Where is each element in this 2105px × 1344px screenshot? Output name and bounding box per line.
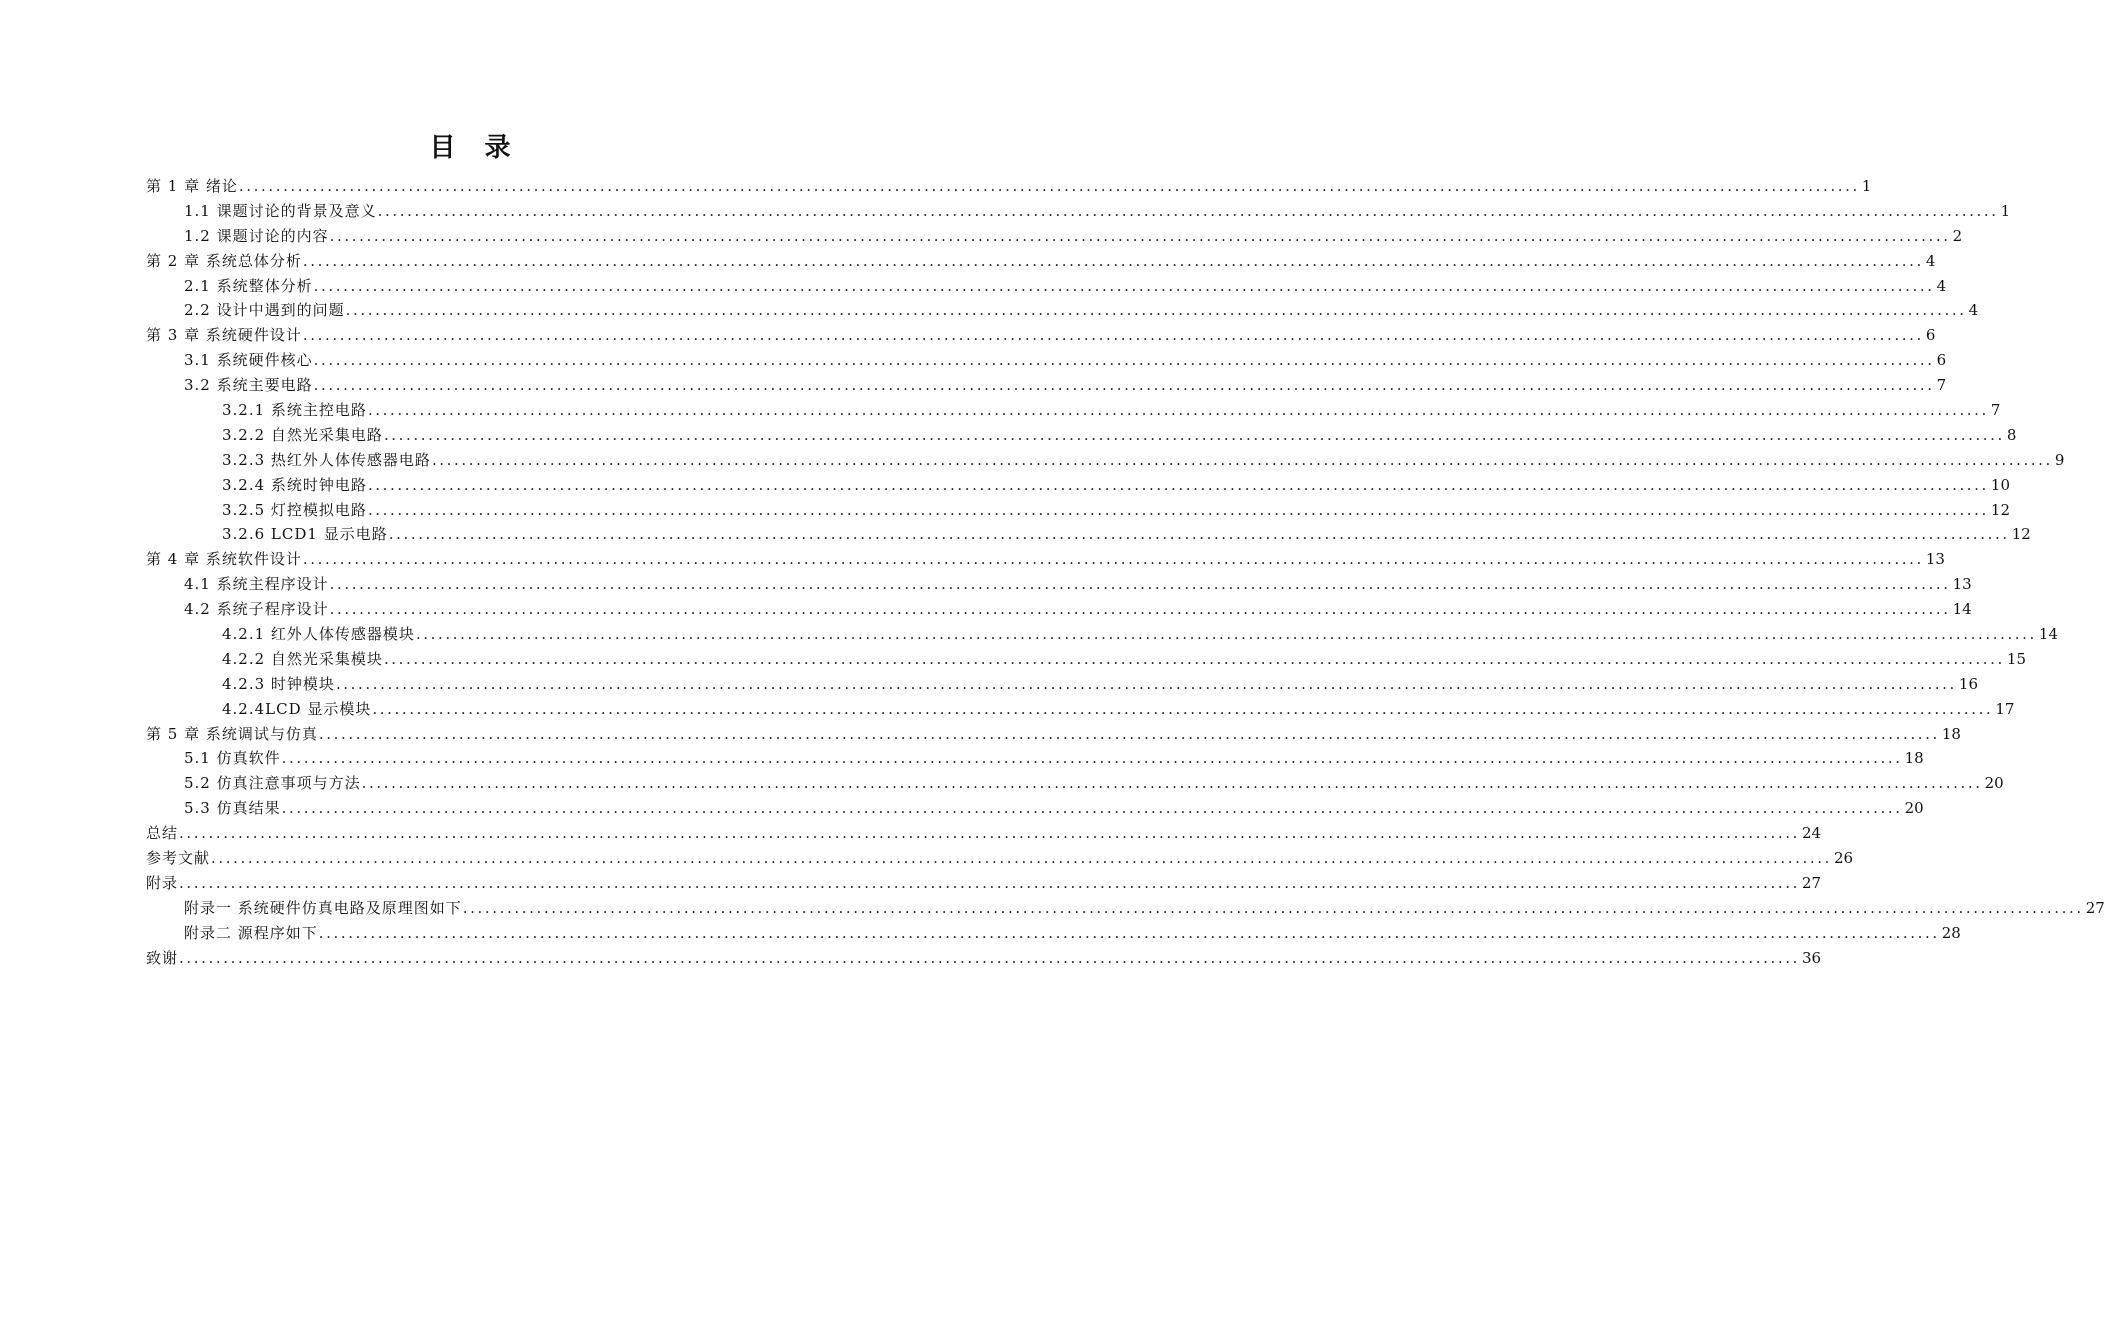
toc-entry-title: 第 1 章 绪论 — [146, 177, 238, 195]
dot-leader: ............................................................................................................................................................................................................................ — [318, 923, 1940, 942]
toc-entry-page-number: 24 — [1802, 824, 1822, 843]
table-of-contents — [146, 174, 2105, 971]
toc-entry-page-number: 27 — [1802, 873, 1822, 892]
dot-leader: ............................................................................................................................................................................................................................ — [179, 824, 1800, 843]
dot-leader: ............................................................................................................................................................................................................................ — [313, 276, 1935, 295]
toc-entry-title: 第 4 章 系统软件设计 — [146, 550, 302, 569]
dot-leader: ............................................................................................................................................................................................................................ — [211, 849, 1832, 868]
toc-entry[interactable] — [146, 597, 1972, 622]
toc-entry-title: 4.2.4LCD 显示模块 — [222, 699, 372, 718]
toc-entry-title: 致谢 — [146, 948, 179, 967]
toc-entry[interactable] — [146, 298, 1979, 323]
toc-entry-title: 4.1 系统主程序设计 — [184, 575, 329, 594]
toc-entry-page-number: 14 — [1952, 600, 1972, 619]
dot-leader: ............................................................................................................................................................................................................................ — [372, 699, 1994, 718]
toc-entry-title: 5.3 仿真结果 — [184, 799, 281, 818]
toc-entry-page-number: 1 — [1861, 177, 1872, 195]
toc-entry-title: 第 3 章 系统硬件设计 — [146, 326, 302, 345]
toc-entry-page-number: 14 — [2038, 625, 2059, 644]
toc-entry[interactable] — [146, 846, 1854, 871]
toc-entry-page-number: 4 — [1925, 251, 1936, 270]
dot-leader: ............................................................................................................................................................................................................................ — [179, 873, 1800, 892]
dot-leader: ............................................................................................................................................................................................................................ — [383, 649, 2005, 668]
toc-entry-title: 第 5 章 系统调试与仿真 — [146, 724, 318, 743]
toc-entry[interactable] — [146, 522, 2031, 547]
toc-entry-title: 3.2 系统主要电路 — [184, 376, 313, 395]
toc-entry-page-number: 12 — [1990, 500, 2011, 519]
toc-entry-page-number: 10 — [1990, 475, 2011, 494]
toc-entry[interactable] — [146, 622, 2059, 647]
toc-entry-title: 2.2 设计中遇到的问题 — [184, 301, 345, 320]
toc-entry-title: 第 2 章 系统总体分析 — [146, 251, 302, 270]
toc-entry-title: 3.2.4 系统时钟电路 — [222, 475, 367, 494]
dot-leader: ............................................................................................................................................................................................................................ — [329, 226, 1951, 245]
dot-leader: ............................................................................................................................................................................................................................ — [367, 401, 1989, 420]
toc-entry-page-number: 17 — [1995, 699, 2015, 718]
toc-entry-title: 附录 — [146, 873, 179, 892]
dot-leader: ............................................................................................................................................................................................................................ — [281, 799, 1903, 818]
toc-entry-title: 3.2.5 灯控模拟电路 — [222, 500, 367, 519]
dot-leader: ............................................................................................................................................................................................................................ — [281, 749, 1903, 768]
toc-entry-title: 1.1 课题讨论的背景及意义 — [184, 201, 377, 220]
dot-leader: ............................................................................................................................................................................................................................ — [335, 674, 1957, 693]
dot-leader: ............................................................................................................................................................................................................................ — [431, 450, 2053, 469]
toc-entry-title: 3.2.3 热红外人体传感器电路 — [222, 450, 431, 469]
dot-leader: ............................................................................................................................................................................................................................ — [329, 600, 1951, 619]
toc-entry[interactable] — [146, 249, 1936, 274]
dot-leader: ............................................................................................................................................................................................................................ — [462, 898, 2084, 917]
toc-entry[interactable] — [146, 572, 1972, 597]
dot-leader: ............................................................................................................................................................................................................................ — [318, 724, 1940, 743]
dot-leader: ............................................................................................................................................................................................................................ — [367, 500, 1989, 519]
toc-entry-title: 3.2.6 LCD1 显示电路 — [222, 525, 388, 544]
toc-entry-page-number: 28 — [1941, 923, 1961, 942]
toc-entry-page-number: 13 — [1952, 575, 1972, 594]
toc-entry-page-number: 36 — [1802, 948, 1822, 967]
toc-entry-title: 参考文献 — [146, 849, 211, 868]
toc-entry[interactable] — [146, 547, 1945, 572]
toc-entry[interactable] — [146, 746, 1924, 771]
dot-leader: ............................................................................................................................................................................................................................ — [377, 201, 1999, 220]
dot-leader: ............................................................................................................................................................................................................................ — [388, 525, 2010, 544]
toc-entry[interactable] — [146, 871, 1822, 896]
toc-entry-title: 3.2.2 自然光采集电路 — [222, 425, 383, 444]
toc-entry[interactable] — [146, 174, 1872, 199]
toc-entry[interactable] — [146, 896, 2105, 921]
toc-entry-page-number: 1 — [2000, 201, 2011, 220]
toc-entry-page-number: 8 — [2006, 425, 2017, 444]
toc-entry-page-number: 20 — [1904, 799, 1924, 818]
dot-leader: ............................................................................................................................................................................................................................ — [367, 475, 1989, 494]
dot-leader: ............................................................................................................................................................................................................................ — [383, 425, 2005, 444]
toc-entry-page-number: 26 — [1834, 849, 1854, 868]
dot-leader: ............................................................................................................................................................................................................................ — [329, 575, 1951, 594]
toc-title: 目 录 — [429, 133, 521, 163]
toc-entry[interactable] — [146, 771, 2004, 796]
toc-entry[interactable] — [146, 274, 1947, 299]
dot-leader: ............................................................................................................................................................................................................................ — [415, 625, 2037, 644]
toc-entry[interactable] — [146, 796, 1924, 821]
toc-entry[interactable] — [146, 921, 1961, 946]
toc-entry[interactable] — [146, 323, 1936, 348]
toc-entry-page-number: 12 — [2011, 525, 2031, 544]
dot-leader: ............................................................................................................................................................................................................................ — [179, 948, 1800, 967]
toc-entry[interactable] — [146, 821, 1822, 846]
dot-leader: ............................................................................................................................................................................................................................ — [302, 326, 1924, 345]
toc-entry-title: 3.2.1 系统主控电路 — [222, 401, 367, 420]
toc-entry[interactable] — [146, 647, 2027, 672]
toc-entry[interactable] — [146, 423, 2017, 448]
toc-entry[interactable] — [146, 946, 1822, 971]
toc-entry-page-number: 13 — [1925, 550, 1945, 569]
toc-entry-title: 4.2.3 时钟模块 — [222, 674, 335, 693]
toc-entry-page-number: 2 — [1952, 226, 1963, 245]
toc-entry-page-number: 20 — [1984, 774, 2004, 793]
toc-entry-title: 总结 — [146, 824, 179, 843]
toc-entry-page-number: 9 — [2054, 450, 2065, 469]
toc-entry-page-number: 7 — [1990, 401, 2001, 420]
toc-entry[interactable] — [146, 448, 2065, 473]
dot-leader: ............................................................................................................................................................................................................................ — [302, 251, 1924, 270]
toc-entry-title: 1.2 课题讨论的内容 — [184, 226, 329, 245]
toc-entry-title: 4.2.1 红外人体传感器模块 — [222, 625, 415, 644]
toc-entry-page-number: 4 — [1968, 301, 1979, 320]
toc-entry-page-number: 6 — [1925, 326, 1936, 345]
toc-entry[interactable] — [146, 498, 2011, 523]
toc-entry-title: 5.2 仿真注意事项与方法 — [184, 774, 361, 793]
toc-entry-title: 5.1 仿真软件 — [184, 749, 281, 768]
toc-entry[interactable] — [146, 348, 1947, 373]
toc-entry-page-number: 4 — [1936, 276, 1947, 295]
toc-entry[interactable] — [146, 722, 1961, 747]
dot-leader: ............................................................................................................................................................................................................................ — [313, 351, 1935, 370]
toc-entry[interactable] — [146, 697, 2015, 722]
dot-leader: ............................................................................................................................................................................................................................ — [313, 376, 1935, 395]
toc-entry-page-number: 6 — [1936, 351, 1947, 370]
toc-entry[interactable] — [146, 373, 1947, 398]
toc-entry-title: 2.1 系统整体分析 — [184, 276, 313, 295]
dot-leader: ............................................................................................................................................................................................................................ — [345, 301, 1967, 320]
toc-entry-page-number: 7 — [1936, 376, 1947, 395]
toc-entry-page-number: 16 — [1958, 674, 1979, 693]
toc-entry-title: 4.2 系统子程序设计 — [184, 600, 329, 619]
toc-entry-title: 附录二 源程序如下 — [184, 923, 318, 942]
toc-entry-title: 4.2.2 自然光采集模块 — [222, 649, 383, 668]
dot-leader: ............................................................................................................................................................................................................................ — [302, 550, 1924, 569]
toc-entry-page-number: 15 — [2006, 649, 2027, 668]
toc-entry[interactable] — [146, 473, 2011, 498]
toc-entry[interactable] — [146, 224, 1963, 249]
dot-leader: ............................................................................................................................................................................................................................ — [238, 177, 1860, 195]
dot-leader: ............................................................................................................................................................................................................................ — [361, 774, 1983, 793]
toc-entry-title: 附录一 系统硬件仿真电路及原理图如下 — [184, 898, 462, 917]
toc-entry-page-number: 27 — [2085, 898, 2105, 917]
toc-entry[interactable] — [146, 672, 1979, 697]
toc-entry-title: 3.1 系统硬件核心 — [184, 351, 313, 370]
toc-entry-page-number: 18 — [1941, 724, 1961, 743]
toc-entry[interactable] — [146, 199, 2011, 224]
toc-entry-page-number: 18 — [1904, 749, 1924, 768]
toc-entry[interactable] — [146, 398, 2001, 423]
